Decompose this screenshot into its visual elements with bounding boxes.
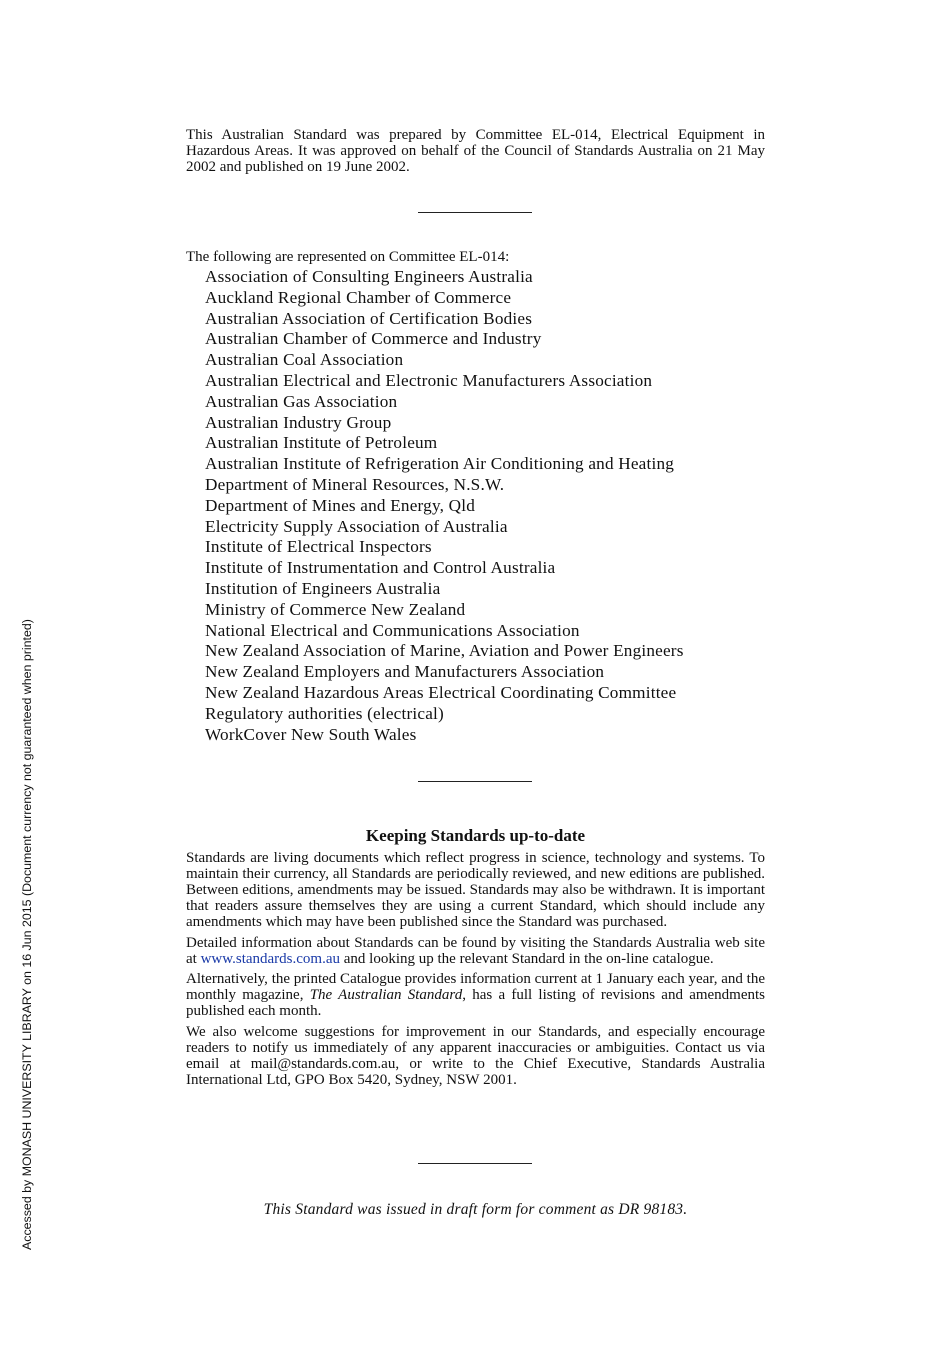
committee-member: Department of Mineral Resources, N.S.W. (205, 474, 505, 494)
section-divider (418, 781, 532, 782)
committee-member: Institute of Instrumentation and Control Australia (205, 558, 556, 578)
committee-member: Institution of Engineers Australia (205, 578, 441, 598)
committee-members-list (205, 267, 684, 745)
paragraph-text: and looking up the relevant Standard in the on-line catalogue. (343, 950, 714, 967)
access-watermark: Accessed by MONASH UNIVERSITY LIBRARY on 16 Jun 2015 (Document currency not guaranteed when printed) (20, 619, 34, 1250)
committee-heading: The following are represented on Committee EL-014: (186, 249, 510, 265)
section-title: Keeping Standards up-to-date (365, 826, 586, 845)
committee-member: Australian Industry Group (205, 412, 392, 432)
committee-member: Regulatory authorities (electrical) (205, 703, 444, 723)
paragraph-living-documents: Standards are living documents which reflect progress in science, technology and systems. To maintain their currency, all Standards are periodically reviewed, and new editions are published. Between editions, amendments may be issued. Standards may also be withdrawn. It is important that readers assure themselves they are using a current Standard, which should include any amendments which may have been published since the Standard was purchased. (186, 850, 765, 930)
paragraph-text: Alternatively, the printed Catalogue provides information current at 1 January each year, and the monthly magazine, (186, 971, 765, 1003)
paragraph-website (186, 935, 765, 967)
committee-member: New Zealand Employers and Manufacturers Association (205, 662, 605, 682)
keeping-up-to-date-text (186, 850, 765, 1092)
committee-member: Australian Association of Certification Bodies (205, 308, 533, 328)
committee-member: Australian Institute of Petroleum (205, 433, 438, 453)
committee-member: New Zealand Hazardous Areas Electrical Coordinating Committee (205, 682, 677, 702)
approval-statement: This Australian Standard was prepared by Committee EL-014, Electrical Equipment in Hazardous Areas. It was approved on behalf of the Council of Standards Australia on 21 May 2002 and published on 19 June 2002. (186, 127, 765, 175)
committee-member: Australian Chamber of Commerce and Industry (205, 329, 542, 349)
committee-member: National Electrical and Communications Association (205, 620, 580, 640)
committee-member: Australian Gas Association (205, 391, 398, 411)
paragraph-feedback: We also welcome suggestions for improvement in our Standards, and especially encourage readers to notify us immediately of any apparent inaccuracies or ambiguities. Contact us via email at mail@standards.com.au, or write to the Chief Executive, Standards Australia International Ltd, GPO Box 5420, Sydney, NSW 2001. (186, 1023, 765, 1088)
paragraph-text: Detailed information about Standards can be found by visiting the Standards Australia web site at (186, 934, 765, 967)
committee-member: Ministry of Commerce New Zealand (205, 599, 466, 619)
committee-member: New Zealand Association of Marine, Aviation and Power Engineers (205, 641, 684, 661)
committee-member: Auckland Regional Chamber of Commerce (205, 287, 512, 307)
section-divider (418, 212, 532, 213)
committee-member: Electricity Supply Association of Australia (205, 516, 508, 536)
standards-website-link[interactable]: www.standards.com.au (200, 950, 340, 967)
committee-member: Australian Electrical and Electronic Manufacturers Association (205, 370, 653, 390)
committee-member: Institute of Electrical Inspectors (205, 537, 432, 557)
committee-member: Association of Consulting Engineers Australia (205, 267, 533, 286)
committee-member: WorkCover New South Wales (205, 724, 417, 744)
draft-note: This Standard was issued in draft form for comment as DR 98183. (263, 1201, 688, 1218)
committee-member: Australian Coal Association (205, 350, 404, 370)
paragraph-text: , has a full listing of revisions and amendments published each month. (186, 987, 766, 1019)
paragraph-catalogue (186, 971, 765, 1019)
committee-member: Australian Institute of Refrigeration Air Conditioning and Heating (205, 454, 675, 474)
section-divider (418, 1163, 532, 1164)
magazine-title: The Australian Standard (309, 987, 463, 1003)
committee-member: Department of Mines and Energy, Qld (205, 495, 475, 515)
